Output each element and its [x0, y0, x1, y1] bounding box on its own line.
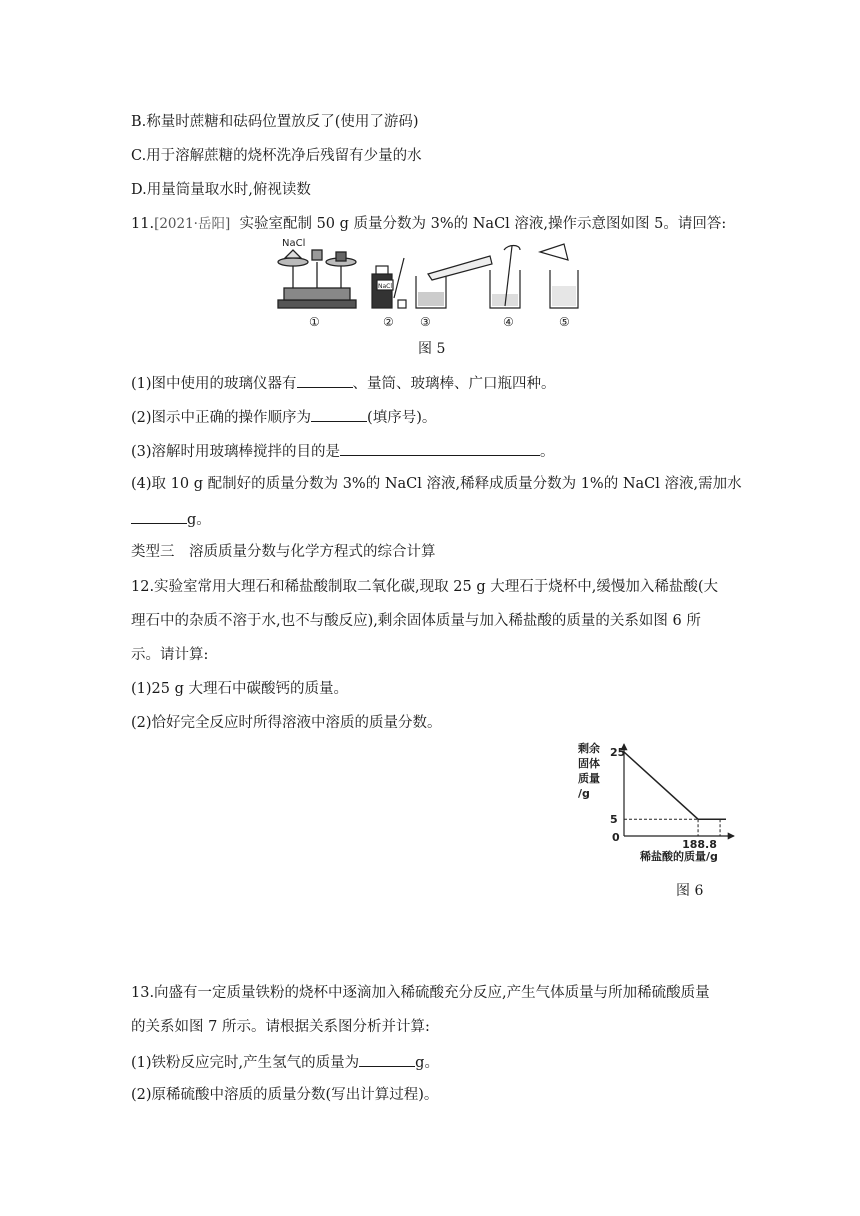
- figure-5-caption: 图 5: [418, 341, 446, 357]
- section-title: 类型三 溶质质量分数与化学方程式的综合计算: [131, 544, 436, 560]
- q11-sub3: [131, 440, 555, 462]
- origin-label: 0: [612, 831, 620, 844]
- y-tick-label: 5: [610, 813, 618, 827]
- balance-icon: [278, 250, 356, 308]
- step-label: ⑤: [559, 315, 570, 329]
- y-axis-label: 固体: [578, 757, 600, 770]
- q12-sub2: (2)恰好完全反应时所得溶液中溶质的质量分数。: [131, 715, 442, 731]
- y-axis-label: 质量: [578, 772, 600, 785]
- q11-sub1-text-end: 、量筒、玻璃棒、广口瓶四种。: [352, 376, 556, 392]
- step-label: ④: [503, 315, 514, 329]
- step-label: ②: [383, 315, 394, 329]
- q12-line: 理石中的杂质不溶于水,也不与酸反应),剩余固体质量与加入稀盐酸的质量的关系如图 6 所: [131, 613, 701, 629]
- funnel-icon: [540, 244, 578, 308]
- figure-5-illustration: [268, 236, 593, 334]
- q11-sub4: (4)取 10 g 配制好的质量分数为 3%的 NaCl 溶液,稀释成质量分数为 1%的 NaCl 溶液,需加水: [131, 476, 742, 492]
- answer-blank[interactable]: [131, 508, 187, 524]
- q11-sub3-text-end: 。: [540, 444, 555, 460]
- q13-line: 的关系如图 7 所示。请根据关系图分析并计算:: [131, 1019, 430, 1035]
- q13-sub1: [131, 1051, 439, 1073]
- q12-line: 示。请计算:: [131, 647, 209, 663]
- q11-sub4-cont: [131, 508, 211, 530]
- q11-sub2-text-end: (填序号)。: [367, 410, 437, 426]
- stirring-icon: [490, 246, 520, 309]
- q11-sub2: [131, 406, 436, 428]
- q11-sub1: [131, 372, 556, 394]
- figure-6-chart: [572, 738, 742, 866]
- pouring-icon: [416, 256, 492, 308]
- option-d: D.用量筒量取水时,俯视读数: [131, 182, 311, 198]
- nacl-label: NaCl: [282, 238, 306, 249]
- y-axis-label: 剩余: [578, 742, 600, 755]
- q13-sub1-text-end: g。: [415, 1055, 439, 1071]
- x-tick-label: 188.8: [682, 838, 717, 851]
- q11-text: 实验室配制 50 g 质量分数为 3%的 NaCl 溶液,操作示意图如图 5。请回答:: [239, 216, 727, 232]
- q11-number: 11.: [131, 216, 155, 232]
- figure-6-caption: 图 6: [676, 883, 704, 899]
- series-line: [624, 752, 726, 819]
- q13-sub2: (2)原稀硫酸中溶质的质量分数(写出计算过程)。: [131, 1087, 439, 1103]
- y-axis-label: /g: [578, 787, 590, 800]
- option-c: C.用于溶解蔗糖的烧杯洗净后残留有少量的水: [131, 148, 422, 164]
- q12-line: 12.实验室常用大理石和稀盐酸制取二氧化碳,现取 25 g 大理石于烧杯中,缓慢加入稀盐酸(大: [131, 579, 718, 595]
- answer-blank[interactable]: [340, 440, 540, 456]
- q11-sub4-text-end: g。: [187, 512, 211, 528]
- answer-blank[interactable]: [297, 372, 353, 388]
- step-label: ①: [309, 315, 320, 329]
- q11-sub1-text: (1)图中使用的玻璃仪器有: [131, 376, 297, 392]
- q11-stem: [131, 214, 726, 234]
- bottle-label: NaCl: [378, 283, 393, 290]
- q12-sub1: (1)25 g 大理石中碳酸钙的质量。: [131, 681, 348, 697]
- answer-blank[interactable]: [311, 406, 367, 422]
- y-tick-label: 25: [610, 746, 626, 759]
- step-label: ③: [420, 315, 431, 329]
- answer-blank[interactable]: [359, 1051, 415, 1067]
- x-axis-label: 稀盐酸的质量/g: [640, 850, 718, 863]
- q11-sub2-text: (2)图示中正确的操作顺序为: [131, 410, 312, 426]
- q11-sub3-text: (3)溶解时用玻璃棒搅拌的目的是: [131, 444, 341, 460]
- q11-source: [2021·岳阳]: [154, 216, 231, 232]
- q13-sub1-text: (1)铁粉反应完时,产生氢气的质量为: [131, 1055, 360, 1071]
- q13-line: 13.向盛有一定质量铁粉的烧杯中逐滴加入稀硫酸充分反应,产生气体质量与所加稀硫酸质量: [131, 985, 710, 1001]
- option-b: B.称量时蔗糖和砝码位置放反了(使用了游码): [131, 114, 419, 130]
